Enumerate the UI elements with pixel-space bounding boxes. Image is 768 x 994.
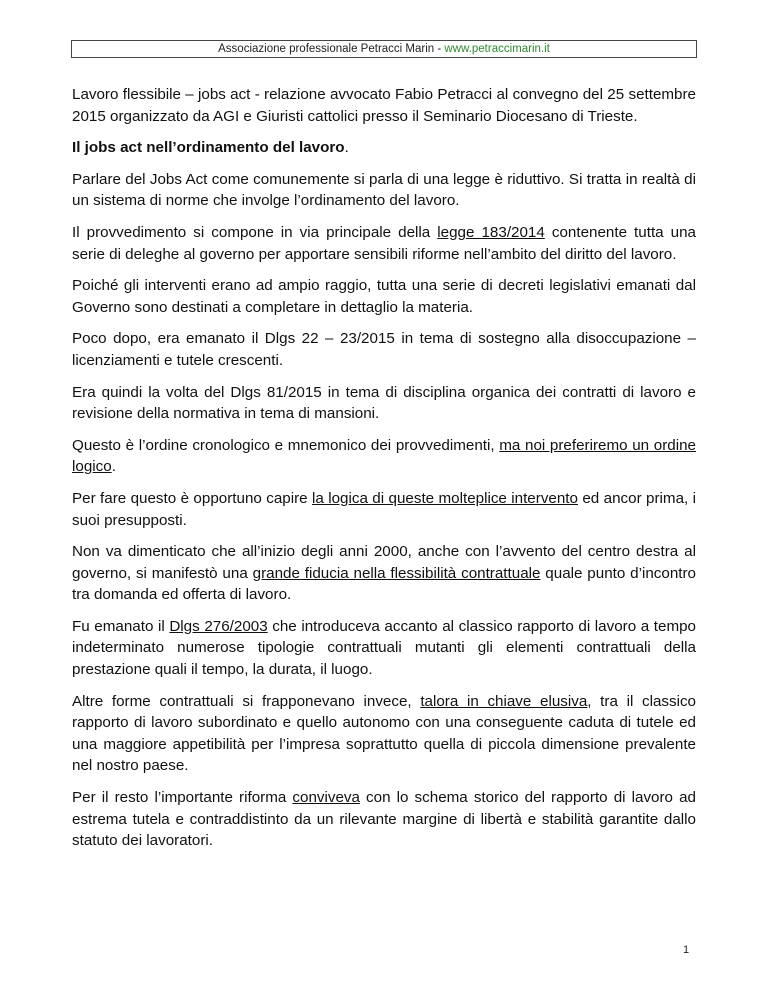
paragraph-1: Parlare del Jobs Act come comunemente si parla di una legge è riduttivo. Si tratta in realtà di un sistema di norme che involge l’ordinamento del lavoro. xyxy=(72,170,696,210)
page-number: 1 xyxy=(683,944,690,956)
section-heading-text: Il jobs act nell’ordinamento del lavoro xyxy=(72,139,345,157)
document-body xyxy=(72,84,696,862)
paragraph-3: Poiché gli interventi erano ad ampio raggio, tutta una serie di decreti legislativi emanati dal Governo sono destinati a completare in dettaglio la materia. xyxy=(72,277,696,316)
paragraph-11 xyxy=(72,787,696,852)
paragraph-9-text-a: Fu emanato il xyxy=(72,617,170,635)
paragraph-10-text-a: Altre forme contrattuali si frapponevano invece, xyxy=(72,692,421,710)
paragraph-7-text-a: Per fare questo è opportuno capire xyxy=(72,489,312,507)
paragraph-11-text-b: con lo schema storico del rapporto di lavoro ad estrema tutela e contraddistinto da un rilevante margine di libertà e stabilità garantite dallo statuto dei lavoratori. xyxy=(72,789,696,850)
paragraph-10 xyxy=(72,691,696,777)
paragraph-9-underline: Dlgs 276/2003 xyxy=(169,617,268,635)
paragraph-4: Poco dopo, era emanato il Dlgs 22 – 23/2015 in tema di sostegno alla disoccupazione – licenziamenti e tutele crescenti. xyxy=(72,330,696,369)
page-header xyxy=(71,40,697,58)
paragraph-8-text-b: quale punto d’incontro tra domanda ed offerta di lavoro. xyxy=(72,564,697,604)
paragraph-2-text-a: Il provvedimento si compone in via principale della xyxy=(72,223,438,241)
paragraph-10-text-b: , tra il classico rapporto di lavoro subordinato e quello autonomo con una conseguente caduta di tutele ed una maggiore appetibilità per l’impresa soprattutto quella di piccola dimensione prevalente nel nostro paese. xyxy=(72,692,696,775)
paragraph-2 xyxy=(72,222,696,265)
paragraph-8-text-a: Non va dimenticato che all’inizio degli anni 2000, anche con l’avvento del centro destra al governo, si manifestò una xyxy=(72,543,696,582)
paragraph-2-underline: legge 183/2014 xyxy=(437,223,545,241)
paragraph-2-text-b: contenente tutta una serie di deleghe al governo per apportare sensibili riforme nell’ambito del diritto del lavoro. xyxy=(72,223,696,263)
paragraph-5: Era quindi la volta del Dlgs 81/2015 in tema di disciplina organica dei contratti di lavoro e revisione della normativa in tema di mansioni. xyxy=(72,383,696,423)
paragraph-6-underline: ma noi preferiremo un ordine logico xyxy=(72,436,696,476)
paragraph-11-text-a: Per il resto l’importante riforma xyxy=(72,789,293,807)
section-heading xyxy=(72,137,696,159)
paragraph-7-text-b: ed ancor prima, i suoi presupposti. xyxy=(72,489,697,529)
paragraph-7 xyxy=(72,488,696,531)
document-title: Lavoro flessibile – jobs act - relazione avvocato Fabio Petracci al convegno del 25 settembre 2015 organizzato da AGI e Giuristi cattolici presso il Seminario Diocesano di Trieste. xyxy=(72,86,696,125)
paragraph-8-underline: grande fiducia nella flessibilità contrattuale xyxy=(252,564,541,582)
header-text: Associazione professionale Petracci Marin - xyxy=(218,43,445,55)
paragraph-6-text-b: . xyxy=(111,458,116,476)
paragraph-6 xyxy=(72,435,696,478)
header-url-link[interactable]: www.petraccimarin.it xyxy=(444,43,550,55)
section-heading-suffix: . xyxy=(344,139,349,157)
paragraph-10-underline: talora in chiave elusiva xyxy=(420,692,588,710)
paragraph-8 xyxy=(72,541,696,606)
paragraph-6-text-a: Questo è l’ordine cronologico e mnemonico dei provvedimenti, xyxy=(72,436,500,454)
paragraph-9-text-b: che introduceva accanto al classico rapporto di lavoro a tempo indeterminato numerose tipologie contrattuali mutanti gli elementi contrattuali della prestazione quali il tempo, la durata, il luogo. xyxy=(72,617,696,679)
paragraph-7-underline: la logica di queste molteplice intervento xyxy=(312,489,578,507)
paragraph-11-underline: conviveva xyxy=(292,789,360,807)
paragraph-9 xyxy=(72,616,696,681)
